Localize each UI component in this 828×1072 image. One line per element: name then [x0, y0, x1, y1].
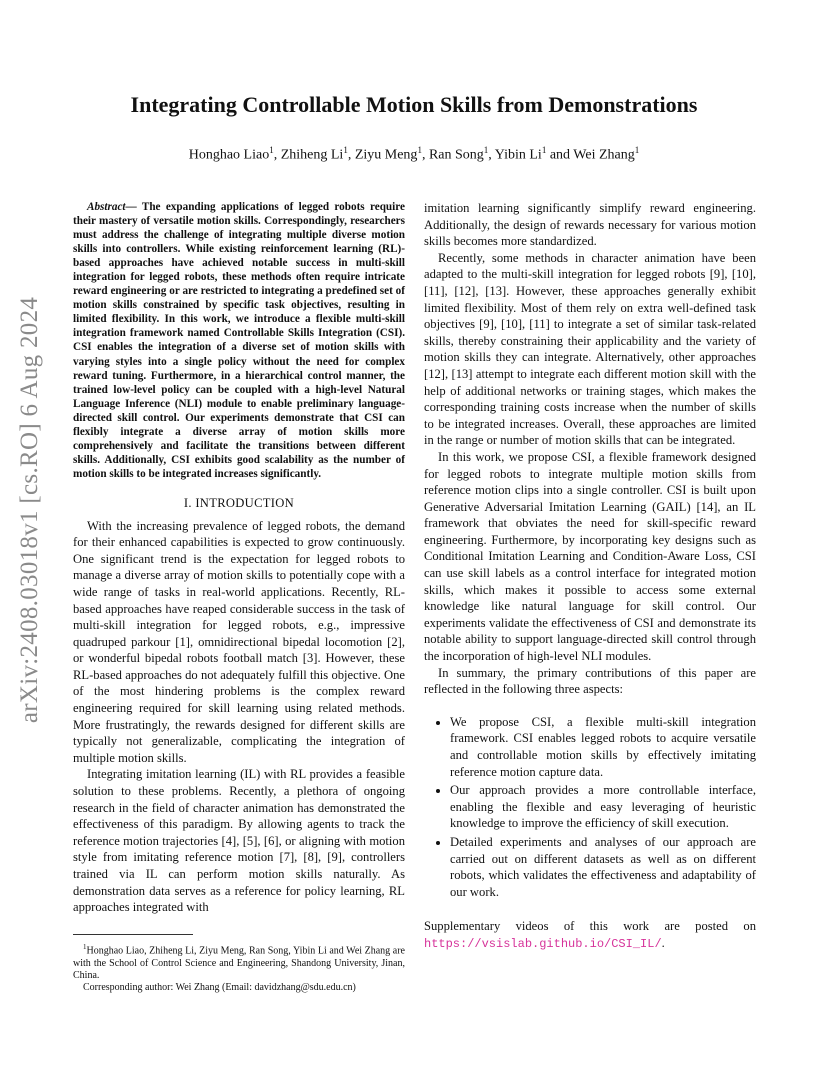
right-column — [424, 200, 756, 953]
author-affiliation-mark: 1 — [343, 145, 348, 155]
intro-paragraph-1: With the increasing prevalence of legged robots, the demand for their enhanced capabilities is expected to grow continuously. One significant trend is the expectation for legged robots to manage a diverse array of motion skills to potentially cope with a wide range of tasks in real-world applications. Recently, RL-based approaches have reaped considerable success in the task of multi-skill integration for legged robots, e.g., impressive quadruped parkour [1], omnidirectional bipedal locomotion [2], or wonderful bipedal robots football match [3]. However, these RL-based approaches do not adequately fulfill this objective. One of the most hindering problems is the complex reward engineering required for skill learning using related methods. More frustratingly, the rewards designed for different skills are typically not generalizable, complicating the integration of multiple motion skills. — [73, 518, 405, 765]
contribution-item: • Our approach provides a more controllable interface, enabling the flexible and easy leveraging of heuristic knowledge to improve the efficiency of skill execution. — [450, 782, 756, 832]
author-separator: , — [421, 147, 429, 163]
author-separator: and — [546, 147, 574, 163]
footnote-affiliation — [73, 941, 405, 983]
author-list — [60, 145, 768, 164]
arxiv-identifier-stamp — [0, 260, 60, 760]
author-name: Wei Zhang — [573, 147, 635, 163]
section-heading-introduction: I. INTRODUCTION — [183, 495, 295, 510]
contribution-item: • Detailed experiments and analyses of our approach are carried out on different datasets as well as on different robots, which validates the effectiveness and adaptability of our work. — [450, 834, 756, 900]
abstract-text: The expanding applications of legged robots require their mastery of versatile motion skills. Correspondingly, researchers must address the challenge of integrating multiple diverse motion skills into controllers. While existing reinforcement learning (RL)-based approaches have achieved notable success in multi-skill integration for legged robots, these methods often require intricate reward engineering or are restricted to integrating a predefined set of motion skills constrained by specific task objectives, resulting in limited flexibility. In this work, we introduce a flexible multi-skill integration framework named Controllable Skills Integration (CSI). CSI enables the integration of a diverse set of motion skills with varying styles into a single policy without the need for complex reward tuning. Furthermore, in a hierarchical control manner, the trained low-level policy can be coupled with a high-level Natural Language Inference (NLI) module to enable preliminary language-directed skill control. Our experiments demonstrate that CSI can flexibly integrate a diverse array of motion skills more comprehensively and facilitate the transitions between different skills. Additionally, CSI exhibits good scalability as the number of motion skills to be integrated increases significantly. — [73, 201, 405, 480]
supplementary-note — [424, 918, 756, 952]
arxiv-id: arXiv:2408.03018v1 [cs.RO] 6 Aug 2024 — [16, 296, 43, 724]
footnote-mark: 1 — [83, 942, 87, 951]
abstract — [73, 200, 405, 481]
author-separator: , — [488, 147, 495, 163]
footnote-corresponding: Corresponding author: Wei Zhang (Email: davidzhang@sdu.edu.cn) — [83, 982, 356, 994]
right-paragraph-3: In this work, we propose CSI, a flexible framework designed for legged robots to integrate multiple motion skills from reference motion clips into a single controller. CSI is built upon Generative Adversarial Imitation Learning (GAIL) [14], an IL framework that obviates the need for skill-specific reward engineering. Furthermore, by incorporating key designs such as Conditional Imitation Learning and Condition-Aware Loss, CSI can use skill labels as a control interface for integrated motion skills, which makes it possible to access some external knowledge like natural language for skill control. Our experiments validate the effectiveness of CSI and demonstrate its notable ability to support language-directed skill control through the incorporation of high-level NLI modules. — [424, 449, 756, 664]
author-name: Zhiheng Li — [280, 147, 344, 163]
author-separator: , — [273, 147, 281, 163]
supplementary-end: . — [661, 935, 665, 950]
author-affiliation-mark: 1 — [483, 145, 489, 155]
abstract-dash: — — [125, 201, 142, 213]
author-affiliation-mark: 1 — [269, 145, 274, 155]
footnote-affiliation-text: Honghao Liao, Zhiheng Li, Ziyu Meng, Ran Song, Yibin Li and Wei Zhang are with the School of Control Science and Engineering, Shandong University, Jinan, China. — [73, 945, 405, 981]
author-name: Honghao Liao — [188, 147, 270, 163]
contribution-item: • We propose CSI, a flexible multi-skill integration framework. CSI enables legged robots to acquire versatile and controllable motion skills by effectively imitating reference motion capture data. — [450, 714, 756, 780]
contributions-list — [424, 714, 756, 901]
footnote-divider — [73, 934, 193, 935]
author-name: Ziyu Meng — [354, 147, 418, 163]
abstract-lead: Abstract — [87, 201, 126, 213]
left-column — [73, 200, 405, 995]
author-affiliation-mark: 1 — [634, 145, 640, 155]
author-affiliation-mark: 1 — [417, 145, 422, 155]
supplementary-link[interactable]: https://vsislab.github.io/CSI_IL/ — [424, 936, 662, 951]
right-paragraph-2: Recently, some methods in character animation have been adapted to the multi-skill integration for legged robots [9], [10], [11], [12], [13]. However, these approaches generally exhibit limited flexibility. Most of them rely on extra well-defined task objectives [9], [10], [11] to integrate a set of similar task-related skills, thereby constraining their applicability and the variety of motion skills they can integrate. Alternatively, other approaches [12], [13] attempt to integrate each different motion skill with the help of additional networks or training stages, which makes the corresponding training costs increase when the number of skills to be integrated increases. Overall, these approaches are limited in the range or number of motion skills that can be integrated. — [424, 250, 756, 448]
author-separator: , — [347, 147, 355, 163]
right-paragraph-1: imitation learning significantly simplify reward engineering. Additionally, the design of rewards necessary for various motion skills becomes more standardized. — [424, 201, 756, 249]
paper-title: Integrating Controllable Motion Skills from Demonstrations — [130, 92, 698, 117]
author-affiliation-mark: 1 — [541, 145, 547, 155]
supplementary-text: Supplementary videos of this work are posted on — [424, 919, 756, 934]
author-name: Ran Song — [428, 147, 484, 163]
right-paragraph-4: In summary, the primary contributions of this paper are reflected in the following three aspects: — [424, 665, 756, 697]
intro-paragraph-2: Integrating imitation learning (IL) with RL provides a feasible solution to these problems. Recently, a plethora of ongoing research in the field of character animation has demonstrated the effectiveness of this paradigm. By allowing agents to track the reference motion trajectories [4], [5], [6], or aligning with motion style from imitating reference motion [7], [8], [9], controllers trained via IL can perform motion skills naturally. As demonstration data serves as a reference for policy learning, RL approaches integrated with — [73, 767, 405, 915]
author-name: Yibin Li — [494, 147, 542, 163]
